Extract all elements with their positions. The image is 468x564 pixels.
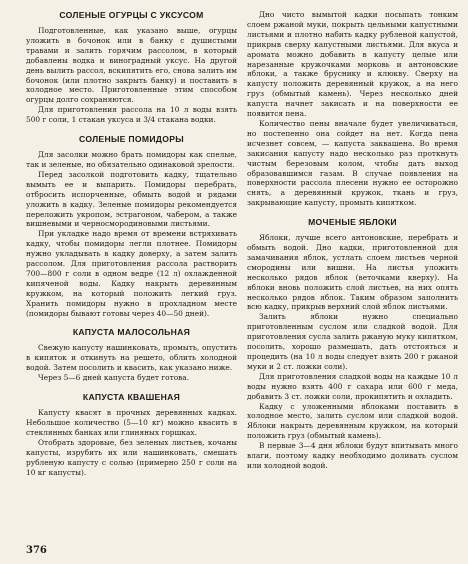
paragraph: Количество пены вначале будет увеличиваться, но постепенно она сойдет на нет. Когда пена исчезнет совсем, — капуста заквашена. Во время закисания капусту надо несколько раз проткнуть чистым березовым колом, чтобы дать выход образовавшимся газам. В случае появления на поверхности рассола плесени нужно ее осторожно снять, а деревянный кружок, ткань и груз, закрывающие капусту, промыть кипятком. [247, 118, 458, 208]
text-columns [26, 10, 458, 540]
paragraph: Свежую капусту нашинковать, промыть, опустить в кипяток и откинуть на решето, облить холодной водой. Затем посолить и квасить, как указано ниже. [26, 343, 237, 373]
paragraph: Яблоки, лучше всего антоновские, перебрать и обмыть водой. Дно кадки, приготовленной для замачивания яблок, устлать слоем листьев черной смородины или вишни. На листья уложить несколько рядов яблок (веточками кверху). На яблоки вновь положить слой листьев, на них опять несколько рядов яблок. Таким образом заполнить всю кадку, прикрыв верхний слой яблок листьями. [247, 233, 458, 312]
right-column [247, 10, 458, 540]
paragraph: Для приготовления сладкой воды на каждые 10 л воды нужно взять 400 г сахара или 600 г меда, добавить 3 ст. ложки соли, прокипятить и охладить. [247, 371, 458, 401]
paragraph: Для засолки можно брать помидоры как спелые, так и зеленые, но обязательно одинаковой зрелости. [26, 150, 237, 169]
paragraph: При укладке надо время от времени встряхивать кадку, чтобы помидоры легли плотнее. Помидоры нужно укладывать в кадку доверху, а затем залить рассолом. Для приготовления рассола растворить 700—800 г соли в одном ведре (12 л) охлажденной кипяченой воды. Кадку накрыть деревянным кружком, на который положить легкий груз. Хранить помидоры нужно в прохладном месте (помидоры бывают готовы через 40—50 дней). [26, 229, 237, 318]
paragraph: Отобрать здоровые, без зеленых листьев, кочаны капусты, изрубить их или нашинковать, смешать рубленую капусту с солью (примерно 250 г соли на 10 кг капусты). [26, 437, 237, 477]
paragraph: В первые 3—4 дня яблоки будут впитывать много влаги, поэтому кадку необходимо доливать суслом или холодной водой. [247, 441, 458, 470]
section-title-pickled-cucumbers: СОЛЕНЫЕ ОГУРЦЫ С УКСУСОМ [59, 10, 204, 20]
section-title-salted-tomatoes: СОЛЕНЫЕ ПОМИДОРЫ [79, 134, 184, 145]
paragraph: Залить яблоки нужно специально приготовленным суслом или сладкой водой. Для приготовления сусла залить ржаную муку кипятком, посолить, хорошо размешать, дать отстояться и процедить (на 10 л воды следует взять 200 г ржаной муки и 2 ст. ложки соли). [247, 312, 458, 371]
section-title-soaked-apples: МОЧЕНЫЕ ЯБЛОКИ [308, 217, 397, 228]
paragraph: Капусту квасят в прочных деревянных кадках. Небольшое количество (5—10 кг) можно квасить в стеклянных банках или глиняных горшках. [26, 408, 237, 437]
page-number: 376 [26, 545, 47, 556]
paragraph: Кадку с уложенными яблоками поставить в холодное место, залить суслом или сладкой водой. Яблоки накрыть деревянным кружком, на который положить груз (обмытый камень). [247, 401, 458, 441]
section-title-sauerkraut: КАПУСТА КВАШЕНАЯ [82, 392, 181, 403]
paragraph: Перед засолкой подготовить кадку, тщательно вымыть ее и выпарить. Помидоры перебрать, отбросить испорченные, обмыть водой и рядами уложить в кадку. Зеленые помидоры рекомендуется переложить укропом, эстрагоном, чабером, а также вишневыми и черносмородиновыми листьями. [26, 169, 237, 229]
left-column [26, 10, 237, 540]
paragraph: Для приготовления рассола на 10 л воды взять 500 г соли, 1 стакан уксуса и 3/4 стакана водки. [26, 105, 237, 125]
paragraph: Дно чисто вымытой кадки посыпать тонким слоем ржаной муки, покрыть цельными капустными листьями и плотно набить кадку рубленой капустой, прикрыв сверху капустными листьями. Для вкуса и аромата можно добавить в капусту целые или нарезанные кружочками морковь и антоновские яблоки, а также бруснику и клюкву. Сверху на капусту положить деревянный кружок, а на него груз (обмытый камень). Через несколько дней капуста начнет закисать и на поверхности ее появится пена. [247, 10, 458, 119]
section-title-lightly-salted-cabbage: КАПУСТА МАЛОСОЛЬНАЯ [72, 327, 191, 338]
paragraph: Подготовленные, как указано выше, огурцы уложить в бочонок или в банку с душистыми травами и залить горячим рассолом, в который добавлены водка и виноградный уксус. На другой день вылить рассол, вскипятить его, снова залить им бочонок (или плотно закрыть банку) и поставить в холодное место. Приготовленные этим способом огурцы долго сохраняются. [26, 26, 237, 105]
paragraph: Через 5—6 дней капуста будет готова. [38, 373, 190, 383]
